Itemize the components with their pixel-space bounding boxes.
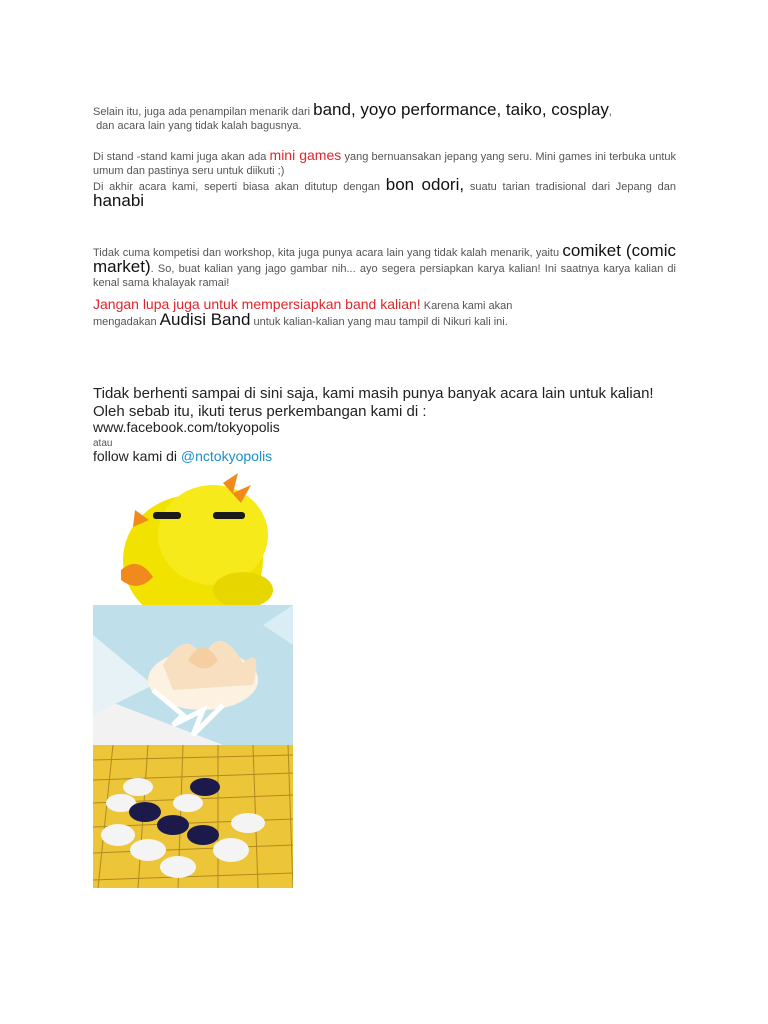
paragraph-closing-event: Di akhir acara kami, seperti biasa akan ditutup dengan bon odori, suatu tarian tradisional dari Jepang dan hanabi (93, 175, 676, 210)
twitter-link[interactable]: @nctokyopolis (180, 448, 273, 464)
yellow-chick-image (93, 465, 293, 605)
closing-line-2: Oleh sebab itu, ikuti terus perkembangan kami di : (93, 403, 427, 420)
paragraph-mini-games: Di stand -stand kami juga akan ada mini games yang bernuansakan jepang yang seru. Mini games ini terbuka untuk umum dan pastinya seru untuk diikuti ;) (93, 147, 676, 177)
hanabi-highlight: hanabi (93, 191, 145, 210)
band-reminder: Jangan lupa juga untuk mempersiapkan band kalian! (93, 296, 421, 312)
comiket-highlight: comiket (comic market) (93, 241, 676, 276)
closing-line-1: Tidak berhenti sampai di sini saja, kami masih punya banyak acara lain untuk kalian! (93, 385, 654, 402)
go-board-image (93, 745, 293, 888)
audisi-band-highlight: Audisi Band (159, 310, 251, 329)
mini-games-highlight: mini games (269, 147, 342, 163)
paragraph-audisi-band: Jangan lupa juga untuk mempersiapkan band kalian! Karena kami akan mengadakan Audisi Band untuk kalian-kalian yang mau tampil di Nikuri kali ini. (93, 296, 513, 329)
facebook-link[interactable]: www.facebook.com/tokyopolis (93, 419, 280, 435)
bon-odori-highlight: bon odori, (385, 175, 465, 194)
or-text: atau (93, 438, 113, 449)
paragraph-performances: Selain itu, juga ada penampilan menarik dari band, yoyo performance, taiko, cosplay, dan acara lain yang tidak kalah bagusnya. (93, 100, 612, 132)
paragraph-comiket: Tidak cuma kompetisi dan workshop, kita juga punya acara lain yang tidak kalah menarik, yaitu comiket (comic market). So, buat kalian yang jago gambar nih... ayo segera persiapkan karya kalian! Ini saatnya karya kalian di kenal sama khalayak ramai! (93, 241, 676, 289)
follow-line: follow kami di @nctokyopolis (93, 448, 273, 464)
performances-highlight: band, yoyo performance, taiko, cosplay (313, 100, 609, 119)
paper-flower-image (93, 605, 293, 745)
